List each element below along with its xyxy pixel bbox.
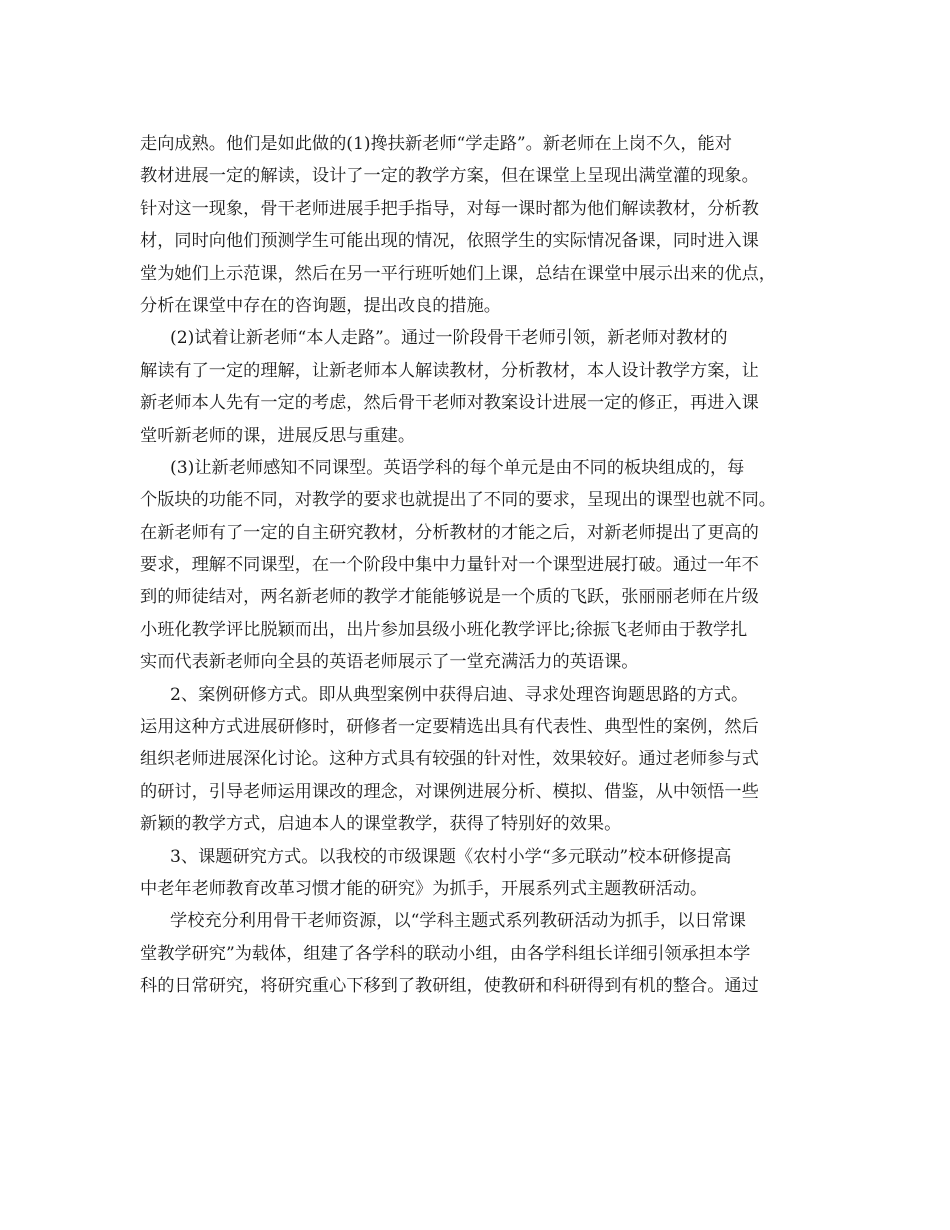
text-line: 组织老师进展深化讨论。这种方式具有较强的针对性，效果较好。通过老师参与式 [140,749,759,770]
text-line: (2)试着让新老师“本人走路”。通过一阶段骨干老师引领，新老师对教材的 [170,328,728,349]
text-line: 中老年老师教育改革习惯才能的研究》为抓手，开展系列式主题教研活动。 [140,878,708,899]
text-line: 教材进展一定的解读，设计了一定的教学方案，但在课堂上呈现出满堂灌的现象。 [140,166,759,187]
text-line: 要求，理解不同课型，在一个阶段中集中力量针对一个课型进展打破。通过一年不 [140,555,759,576]
text-line: 走向成熟。他们是如此做的(1)搀扶新老师“学走路”。新老师在上岗不久，能对 [140,134,732,154]
text-line: 堂听新老师的课，进展反思与重建。 [140,425,416,446]
text-line: 的研讨，引导老师运用课改的理念，对课例进展分析、模拟、借鉴，从中领悟一些 [140,781,759,802]
text-line: 分析在课堂中存在的咨询题，提出改良的措施。 [140,295,501,316]
text-line: 到的师徒结对，两名新老师的教学才能能够说是一个质的飞跃，张丽丽老师在片级 [140,587,759,608]
text-line: 运用这种方式进展研修时，研修者一定要精选出具有代表性、典型性的案例，然后 [140,717,759,738]
text-line: 新颖的教学方式，启迪本人的课堂教学，获得了特别好的效果。 [140,814,622,835]
text-line: 堂教学研究”为载体，组建了各学科的联动小组，由各学科组长详细引领承担本学 [140,943,751,964]
text-line: 个版块的功能不同，对教学的要求也就提出了不同的要求，呈现出的课型也就不同。 [140,490,776,511]
text-line: (3)让新老师感知不同课型。英语学科的每个单元是由不同的板块组成的，每 [170,457,745,478]
text-line: 学校充分利用骨干老师资源，以“学科主题式系列教研活动为抓手，以日常课 [170,911,746,932]
text-line: 新老师本人先有一定的考虑，然后骨干老师对教案设计进展一定的修正，再进入课 [140,393,759,414]
text-line: 2、案例研修方式。即从典型案例中获得启迪、寻求处理咨询题思路的方式。 [170,684,749,705]
text-line: 材，同时向他们预测学生可能出现的情况，依照学生的实际情况备课，同时进入课 [140,231,759,252]
text-line: 在新老师有了一定的自主研究教材，分析教材的才能之后，对新老师提出了更高的 [140,522,759,543]
text-line: 堂为她们上示范课，然后在另一平行班听她们上课，总结在课堂中展示出来的优点， [140,263,776,284]
text-line: 解读有了一定的理解，让新老师本人解读教材，分析教材，本人设计教学方案，让 [140,360,759,381]
document-body [140,128,825,1003]
text-line: 3、课题研究方式。以我校的市级课题《农村小学“多元联动”校本研修提高 [170,846,732,867]
document-page [140,128,825,1003]
text-line: 小班化教学评比脱颖而出，出片参加县级小班化教学评比;徐振飞老师由于教学扎 [140,619,748,640]
text-line: 针对这一现象，骨干老师进展手把手指导，对每一课时都为他们解读教材，分析教 [140,198,759,219]
text-line: 实而代表新老师向全县的英语老师展示了一堂充满活力的英语课。 [140,652,639,673]
text-line: 科的日常研究，将研究重心下移到了教研组，使教研和科研得到有机的整合。通过 [140,976,759,997]
